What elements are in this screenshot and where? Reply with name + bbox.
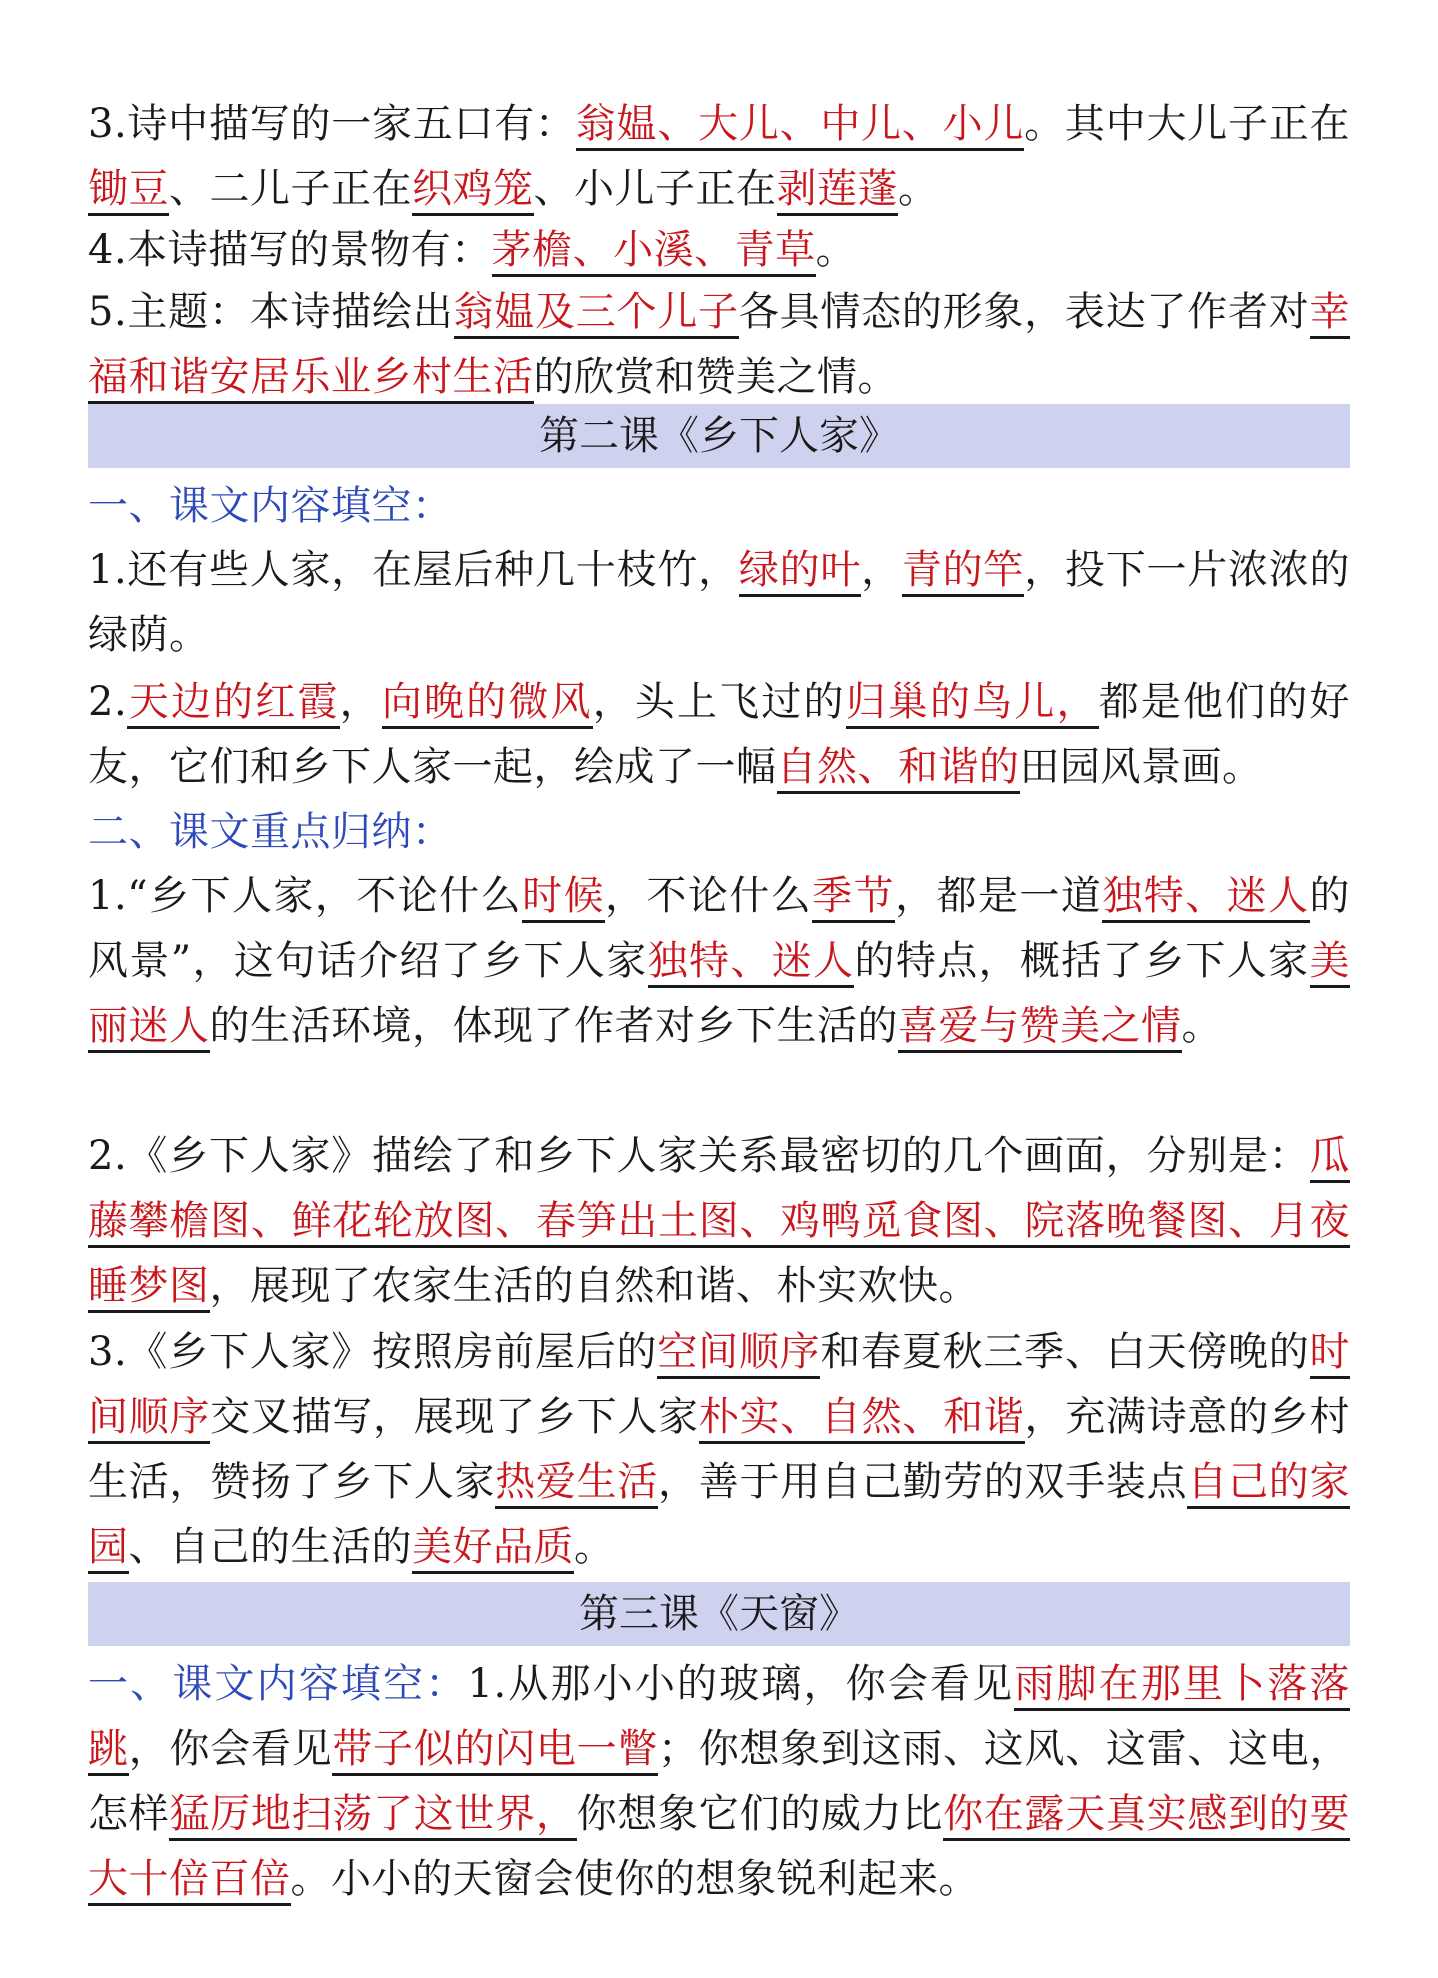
- text: 。: [1181, 1003, 1222, 1049]
- text: ，头上飞过的: [592, 679, 846, 725]
- answer-highlight: 朴实、自然、和谐: [699, 1394, 1025, 1444]
- text: ；你想象到这雨、这风、这雷、这电，怎样: [88, 1726, 1351, 1837]
- text: 1.还有些人家，在屋后种几十枝竹，: [88, 547, 739, 593]
- paragraph-summary-2: [88, 1124, 1350, 1319]
- text: 各具情态的形象，表达了作者对: [738, 289, 1310, 335]
- text: 。: [574, 1524, 615, 1570]
- section-heading: 一、课文内容填空：: [88, 1661, 468, 1707]
- text: 、二儿子正在: [169, 166, 412, 212]
- text: 2.《乡下人家》描绘了和乡下人家关系最密切的几个画面，分别是：: [88, 1133, 1310, 1179]
- answer-highlight: 自己的家园: [88, 1459, 1350, 1574]
- text: ，投下一片浓浓的绿荫。: [88, 547, 1351, 658]
- answer-highlight: 天边的红霞: [127, 679, 340, 729]
- text: 的欣赏和赞美之情。: [533, 354, 898, 400]
- lesson-title-bar: 第二课《乡下人家》: [88, 404, 1350, 468]
- text: 1.从那小小的玻璃，你会看见: [467, 1661, 1015, 1707]
- answer-highlight: 雨脚在那里卜落落跳: [88, 1661, 1350, 1776]
- paragraph-summary-3: [88, 1320, 1350, 1580]
- text: ，你会看见: [128, 1726, 333, 1772]
- answer-highlight: 向晚的微风: [382, 679, 593, 729]
- text: 、小儿子正在: [533, 166, 777, 212]
- paragraph-summary-1: [88, 864, 1350, 1059]
- answer-highlight: 时候: [522, 873, 605, 923]
- text: 3.《乡下人家》按照房前屋后的: [88, 1329, 658, 1375]
- answer-highlight: 喜爱与赞美之情: [898, 1003, 1182, 1053]
- text: 3.诗中描写的一家五口有：: [88, 101, 576, 147]
- section-heading: 二、课文重点归纳：: [88, 809, 453, 855]
- answer-highlight: 美丽迷人: [88, 938, 1350, 1053]
- text: ，不论什么: [604, 873, 813, 919]
- paragraph-family-members: [88, 92, 1350, 222]
- answer-highlight: 青的竿: [902, 547, 1024, 597]
- section-heading: 一、课文内容填空：: [88, 483, 453, 529]
- answer-highlight: 翁媪及三个儿子: [454, 289, 739, 339]
- answer-highlight: 季节: [812, 873, 895, 923]
- answer-highlight: 带子似的闪电一瞥: [332, 1726, 658, 1776]
- answer-highlight: 自然、和谐的: [777, 744, 1020, 794]
- text: ，充满诗意的乡村生活，赞扬了乡下人家: [88, 1394, 1351, 1505]
- answer-highlight: 归巢的鸟儿，: [846, 679, 1099, 729]
- text: 田园风景画。: [1019, 744, 1263, 790]
- text: ，都是一道: [895, 873, 1103, 919]
- answer-highlight: 猛厉地扫荡了这世界，: [169, 1791, 576, 1841]
- answer-highlight: 热爱生活: [495, 1459, 658, 1509]
- text: 、自己的生活的: [128, 1524, 412, 1570]
- text: 2.: [88, 679, 128, 725]
- answer-highlight: 时间顺序: [88, 1329, 1350, 1444]
- text: 的风景”，这句话介绍了乡下人家: [88, 873, 1351, 984]
- answer-highlight: 幸福和谐安居乐业乡村生活: [88, 289, 1350, 404]
- text: 。: [898, 166, 939, 212]
- lesson-title-bar: 第三课《天窗》: [88, 1582, 1350, 1646]
- answer-highlight: 绿的叶: [739, 547, 861, 597]
- text: 。: [815, 227, 857, 273]
- answer-highlight: 瓜藤攀檐图、鲜花轮放图、春笋出土图、鸡鸭觅食图、院落晚餐图、月夜睡梦图: [88, 1133, 1350, 1313]
- text: 都是他们的好友，它们和乡下人家一起，绘成了一幅: [88, 679, 1351, 790]
- text: ，善于用自己勤劳的双手装点: [658, 1459, 1188, 1505]
- answer-highlight: 剥莲蓬: [777, 166, 899, 216]
- answer-highlight: 你在露天真实感到的要大十倍百倍: [88, 1791, 1350, 1906]
- text: ，: [339, 679, 382, 725]
- answer-highlight: 茅檐、小溪、青草: [492, 227, 816, 277]
- paragraph-theme: [88, 280, 1350, 410]
- text: ，: [861, 547, 902, 593]
- paragraph-friends: [88, 670, 1350, 800]
- text: 的生活环境，体现了作者对乡下生活的: [209, 1003, 898, 1049]
- answer-highlight: 翁媪、大儿、中儿、小儿: [576, 101, 1024, 151]
- text: 的特点，概括了乡下人家: [854, 938, 1310, 984]
- text: 1.“乡下人家，不论什么: [88, 873, 523, 919]
- text: 。其中大儿子正在: [1024, 101, 1350, 147]
- text: ，展现了农家生活的自然和谐、朴实欢快。: [209, 1263, 979, 1309]
- text: 5.主题：本诗描绘出: [88, 289, 454, 335]
- text: 。小小的天窗会使你的想象锐利起来。: [290, 1856, 979, 1902]
- answer-highlight: 独特、迷人: [648, 938, 855, 988]
- answer-highlight: 独特、迷人: [1102, 873, 1309, 923]
- text: 4.本诗描写的景物有：: [88, 227, 492, 273]
- answer-highlight: 空间顺序: [657, 1329, 820, 1379]
- answer-highlight: 锄豆: [88, 166, 169, 216]
- paragraph-bamboo: [88, 538, 1350, 668]
- text: 你想象它们的威力比: [576, 1791, 944, 1837]
- text: 和春夏秋三季、白天傍晚的: [820, 1329, 1310, 1375]
- paragraph-scenery: [88, 218, 1350, 283]
- answer-highlight: 织鸡笼: [412, 166, 534, 216]
- text: 交叉描写，展现了乡下人家: [210, 1394, 699, 1440]
- paragraph-skylight: [88, 1652, 1350, 1912]
- answer-highlight: 美好品质: [412, 1524, 574, 1574]
